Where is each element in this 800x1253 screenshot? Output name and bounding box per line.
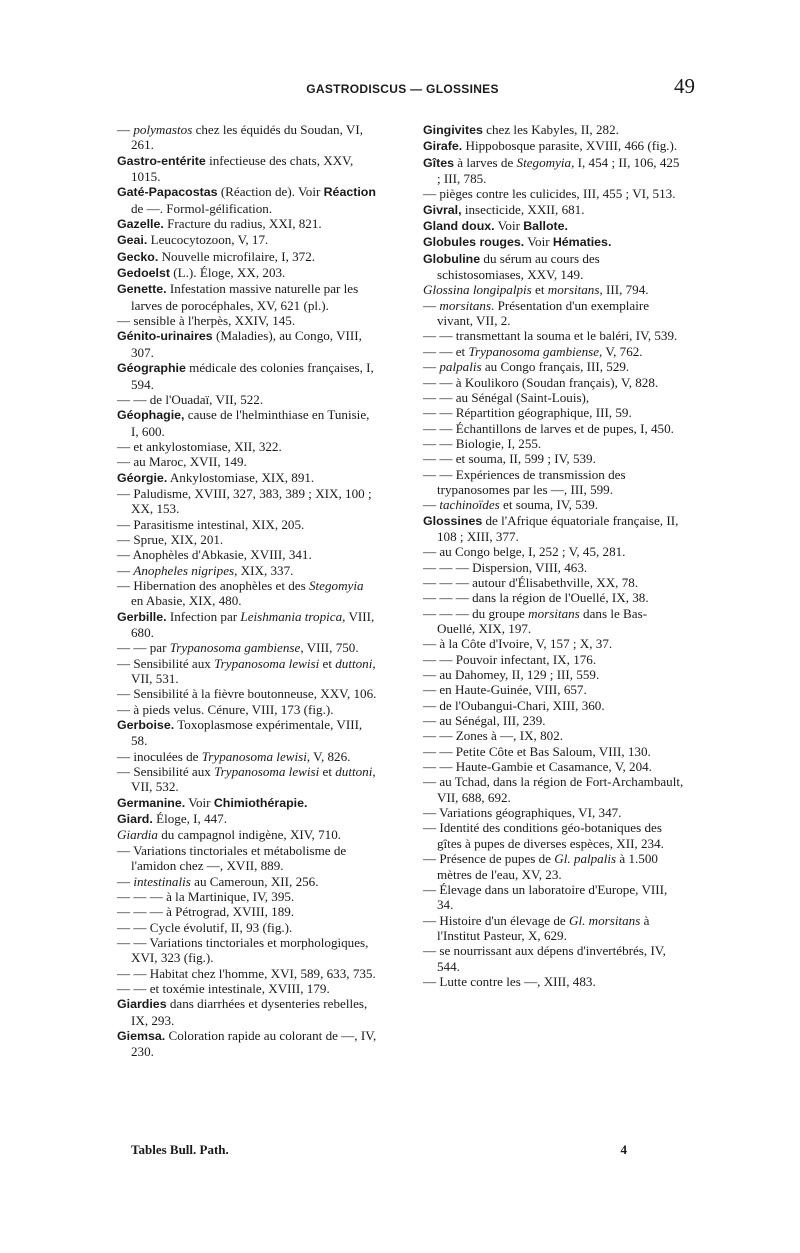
entry-text: — xyxy=(423,359,440,375)
index-entry xyxy=(117,717,379,749)
index-entry xyxy=(423,436,685,451)
index-entry xyxy=(117,328,379,360)
entry-text: — — et toxémie intestinale, XVIII, 179. xyxy=(117,980,330,996)
entry-italic-term: Trypanosoma gambiense xyxy=(169,640,301,656)
index-entry xyxy=(117,966,379,981)
entry-text: — — au Sénégal (Saint-Louis), xyxy=(423,389,590,405)
entry-text: — — Haute-Gambie et Casamance, V, 204. xyxy=(423,759,652,775)
running-head: GASTRODISCUS — GLOSSINES xyxy=(306,82,499,96)
entry-text: , VIII, 750. xyxy=(300,640,359,656)
index-entry xyxy=(423,698,685,713)
entry-italic-term: palpalis xyxy=(439,359,482,375)
index-entry xyxy=(117,874,379,889)
entry-headword: Gedoelst xyxy=(117,266,171,281)
index-entry xyxy=(117,749,379,764)
entry-italic-term: Trypanosoma lewisi xyxy=(201,748,307,764)
index-entry xyxy=(423,728,685,743)
entry-italic-term: Leishmania tropica xyxy=(240,608,343,624)
index-entry xyxy=(117,764,379,795)
entry-text: de l'Afrique équatoriale française, II, 108 ; XIII, 377. xyxy=(437,512,679,544)
index-entry xyxy=(117,184,379,216)
entry-text: — Histoire d'un élevage de xyxy=(423,912,569,928)
index-entry xyxy=(117,470,379,486)
entry-text: et souma, IV, 539. xyxy=(499,497,599,513)
entry-italic-term: morsitans xyxy=(439,297,492,313)
entry-headword: Giardies xyxy=(117,997,167,1012)
index-entry xyxy=(117,795,379,811)
index-entry xyxy=(117,1028,379,1060)
entry-text: au Congo français, III, 529. xyxy=(481,359,630,375)
entry-text: (Réaction de). Voir xyxy=(217,184,324,200)
entry-text: — Sprue, XIX, 201. xyxy=(117,531,224,547)
entry-text: chez les Kabyles, II, 282. xyxy=(482,122,619,137)
entry-text: dans diarrhées et dysenteries rebelles, IX, 293. xyxy=(131,996,368,1028)
index-entry xyxy=(117,281,379,313)
entry-text: — — Pouvoir infectant, IX, 176. xyxy=(423,651,597,667)
entry-text: Voir xyxy=(185,794,214,810)
index-entry xyxy=(423,805,685,820)
entry-italic-term: Gl. palpalis xyxy=(554,851,617,867)
entry-text: , I, 454 ; II, 106, 425 ; III, 785. xyxy=(437,154,680,187)
index-entry xyxy=(423,544,685,559)
index-entry xyxy=(423,682,685,697)
index-entry xyxy=(423,575,685,590)
index-entry xyxy=(423,774,685,805)
entry-headword: Girafe. xyxy=(423,139,463,154)
entry-headword: Gazelle. xyxy=(117,217,164,232)
entry-text: , XIX, 337. xyxy=(234,562,294,578)
index-entry xyxy=(117,935,379,966)
entry-text: — de l'Oubangui-Chari, XIII, 360. xyxy=(423,697,605,713)
index-entry xyxy=(423,138,685,154)
entry-text: — inoculées de xyxy=(117,748,202,764)
entry-italic-term: intestinalis xyxy=(133,873,191,889)
index-entry xyxy=(117,920,379,935)
entry-italic-term: Anopheles nigripes xyxy=(133,562,235,578)
index-entry xyxy=(423,359,685,374)
entry-text: — xyxy=(423,297,440,313)
entry-text: Infestation massive naturelle par les larves de porocéphales, XV, 621 (pl.). xyxy=(131,281,359,313)
entry-italic-term: Stegomyia xyxy=(516,154,572,170)
entry-headword: Chimiothérapie. xyxy=(213,795,308,810)
entry-text: et xyxy=(319,764,336,780)
entry-text: — Sensibilité aux xyxy=(117,655,215,671)
entry-italic-term: Giardia xyxy=(117,827,158,843)
index-entry xyxy=(423,186,685,201)
entry-italic-term: duttoni xyxy=(335,764,373,780)
entry-headword: Géophagie, xyxy=(117,408,185,423)
entry-text: Leucocytozoon, V, 17. xyxy=(147,232,269,248)
entry-text: , V, 826. xyxy=(306,748,351,764)
entry-text: et xyxy=(319,655,336,671)
entry-text: Coloration rapide au colorant de —, IV, 230. xyxy=(131,1027,377,1060)
entry-text: — — Échantillons de larves et de pupes, I, 450. xyxy=(423,420,674,436)
index-entry xyxy=(117,232,379,248)
entry-text: — xyxy=(117,562,134,578)
index-entry xyxy=(423,882,685,913)
index-entry xyxy=(423,375,685,390)
index-entry xyxy=(423,421,685,436)
index-entry xyxy=(117,578,379,609)
index-entry xyxy=(117,407,379,439)
index-entry xyxy=(423,390,685,405)
entry-text: du campagnol indigène, XIV, 710. xyxy=(157,827,342,843)
index-entry xyxy=(423,344,685,359)
entry-text: — Identité des conditions géo-botaniques des gîtes à pupes de diverses espèces, XII, 234. xyxy=(423,820,664,851)
index-entry xyxy=(423,974,685,989)
index-entry xyxy=(423,155,685,187)
index-entry xyxy=(117,609,379,641)
index-entry xyxy=(423,251,685,283)
entry-text: — — — à la Martinique, IV, 395. xyxy=(117,888,295,904)
entry-text: — — Expériences de transmission des trypanosomes par les —, III, 599. xyxy=(423,466,626,497)
entry-italic-term: Stegomyia xyxy=(309,577,364,593)
entry-headword: Gastro-entérite xyxy=(117,153,206,168)
entry-text: — pièges contre les culicides, III, 455 ; VI, 513. xyxy=(423,186,676,202)
page-header xyxy=(110,74,695,104)
entry-text: — — et souma, II, 599 ; IV, 539. xyxy=(423,451,596,467)
entry-headword: Gland doux. xyxy=(423,219,495,234)
entry-text: — xyxy=(117,122,134,137)
entry-text: Toxoplasmose expérimentale, VIII, 58. xyxy=(131,717,363,749)
entry-headword: Globules rouges. xyxy=(423,235,525,250)
entry-headword: Gaté-Papacostas xyxy=(117,185,218,200)
entry-italic-term: Trypanosoma gambiense xyxy=(468,343,600,359)
index-entry xyxy=(423,759,685,774)
index-entry xyxy=(423,744,685,759)
entry-text: infectieuse des chats, XXV, 1015. xyxy=(131,152,354,185)
index-entry xyxy=(423,234,685,250)
index-entry xyxy=(117,889,379,904)
entry-text: Ankylostomiase, XIX, 891. xyxy=(167,469,315,485)
entry-text: — — — Dispersion, VIII, 463. xyxy=(423,559,588,575)
index-entry xyxy=(117,547,379,562)
index-entry xyxy=(117,640,379,655)
entry-text: — à pieds velus. Cénure, VIII, 173 (fig.). xyxy=(117,701,334,717)
entry-headword: Gîtes xyxy=(423,155,454,170)
entry-text: (L.). Éloge, XX, 203. xyxy=(170,265,286,281)
index-entry xyxy=(423,451,685,466)
entry-headword: Gerbille. xyxy=(117,609,167,624)
entry-italic-term: Trypanosoma lewisi xyxy=(214,764,320,780)
index-entry xyxy=(117,532,379,547)
index-entry xyxy=(117,996,379,1028)
entry-text: du sérum au cours des schistosomiases, XXV, 149. xyxy=(437,250,600,283)
entry-italic-term: morsitans xyxy=(547,282,600,298)
entry-text: — — Cycle évolutif, II, 93 (fig.). xyxy=(117,919,293,935)
entry-italic-term: morsitans xyxy=(528,605,580,621)
entry-text: — — Variations tinctoriales et morphologiques, XVI, 323 (fig.). xyxy=(117,934,369,966)
entry-text: — Sensibilité aux xyxy=(117,764,215,780)
entry-text: au Cameroun, XII, 256. xyxy=(190,873,319,889)
index-entry xyxy=(423,590,685,605)
index-entry xyxy=(423,851,685,882)
entry-text: (Maladies), au Congo, VIII, 307. xyxy=(131,328,362,360)
entry-headword: Giard. xyxy=(117,812,153,827)
entry-text: — Anophèles d'Abkasie, XVIII, 341. xyxy=(117,547,312,563)
index-entry xyxy=(423,405,685,420)
entry-headword: Germanine. xyxy=(117,795,186,810)
index-entry xyxy=(423,667,685,682)
index-entry xyxy=(423,497,685,512)
index-entry xyxy=(117,439,379,454)
entry-headword: Giemsa. xyxy=(117,1028,166,1043)
right-column xyxy=(423,122,685,989)
entry-text: — — et xyxy=(423,343,469,359)
index-entry xyxy=(117,904,379,919)
entry-text: dans le Bas-Ouellé, XIX, 197. xyxy=(437,605,648,636)
entry-text: — — — dans la région de l'Ouellé, IX, 38. xyxy=(423,590,649,606)
index-entry xyxy=(423,298,685,329)
entry-headword: Genette. xyxy=(117,282,167,297)
entry-text: — sensible à l'herpès, XXIV, 145. xyxy=(117,313,296,329)
index-entry xyxy=(117,249,379,265)
entry-headword: Globuline xyxy=(423,251,481,266)
entry-text: — — transmettant la souma et le baléri, IV, 539. xyxy=(423,328,678,344)
entry-text: — xyxy=(117,873,134,889)
entry-text: , V, 762. xyxy=(599,343,643,359)
index-entry xyxy=(423,652,685,667)
index-entry xyxy=(423,560,685,575)
index-entry xyxy=(423,202,685,218)
index-entry xyxy=(117,313,379,328)
entry-italic-term: Gl. morsitans xyxy=(568,912,641,928)
entry-text: Voir xyxy=(524,234,553,250)
index-entry xyxy=(117,563,379,578)
entry-text: — — à Koulikoro (Soudan français), V, 828. xyxy=(423,374,659,390)
entry-headword: Ballote. xyxy=(523,219,568,234)
entry-text: — se nourrissant aux dépens d'invertébrés, IV, 544. xyxy=(423,943,666,974)
page-number: 49 xyxy=(674,74,695,98)
index-entry xyxy=(117,686,379,701)
entry-headword: Givral, xyxy=(423,202,462,217)
entry-headword: Géographie xyxy=(117,361,186,376)
entry-text: — Variations tinctoriales et métabolisme de l'amidon chez —, XVII, 889. xyxy=(117,842,347,874)
entry-italic-term: Glossina longipalpis xyxy=(423,282,532,298)
index-entry xyxy=(117,702,379,717)
index-entry xyxy=(117,981,379,996)
entry-headword: Hématies. xyxy=(552,235,612,250)
entry-text: — xyxy=(423,497,440,513)
entry-text: — Élevage dans un laboratoire d'Europe, VIII, 34. xyxy=(423,881,668,913)
index-entry xyxy=(117,392,379,407)
entry-text: — à la Côte d'Ivoire, V, 157 ; X, 37. xyxy=(423,636,613,652)
entry-text: médicale des colonies françaises, I, 594. xyxy=(131,360,374,392)
entry-text: — Hibernation des anophèles et des xyxy=(117,577,309,593)
entry-headword: Gingivites xyxy=(423,123,483,137)
entry-text: — — Zones à —, IX, 802. xyxy=(423,728,564,744)
entry-headword: Gerboise. xyxy=(117,718,175,733)
entry-text: Éloge, I, 447. xyxy=(152,811,227,827)
index-entry xyxy=(117,454,379,469)
entry-text: — Paludisme, XVIII, 327, 383, 389 ; XIX, 100 ; XX, 153. xyxy=(117,485,372,517)
entry-headword: Geai. xyxy=(117,233,148,248)
index-entry xyxy=(423,943,685,974)
index-entry xyxy=(117,360,379,392)
index-entry xyxy=(117,265,379,281)
entry-text: — au Maroc, XVII, 149. xyxy=(117,454,247,470)
entry-text: , VIII, 680. xyxy=(131,608,375,640)
entry-text: en Abasie, XIX, 480. xyxy=(131,593,242,609)
entry-headword: Gecko. xyxy=(117,249,159,264)
entry-headword: Génito-urinaires xyxy=(117,329,213,344)
index-entry xyxy=(117,486,379,517)
index-entry xyxy=(423,713,685,728)
index-entry xyxy=(117,122,379,153)
index-entry xyxy=(423,467,685,498)
entry-text: . Présentation d'un exemplaire vivant, VII, 2. xyxy=(437,297,650,329)
entry-text: insecticide, XXII, 681. xyxy=(461,201,585,217)
entry-text: — au Congo belge, I, 252 ; V, 45, 281. xyxy=(423,544,626,560)
entry-text: à 1.500 mètres de l'eau, XV, 23. xyxy=(437,851,658,882)
index-entry xyxy=(423,913,685,944)
index-entry xyxy=(117,517,379,532)
entry-headword: Glossines xyxy=(423,513,483,528)
entry-text: — — Habitat chez l'homme, XVI, 589, 633, 735. xyxy=(117,965,376,981)
entry-text: — — Petite Côte et Bas Saloum, VIII, 130. xyxy=(423,743,651,759)
entry-text: chez les équidés du Soudan, VI, 261. xyxy=(131,122,363,153)
entry-text: , III, 794. xyxy=(599,282,649,298)
index-entry xyxy=(423,820,685,851)
entry-text: — Lutte contre les —, XIII, 483. xyxy=(423,973,596,989)
entry-text: Infection par xyxy=(166,608,241,624)
index-entry xyxy=(117,153,379,185)
entry-italic-term: tachinoïdes xyxy=(439,497,500,513)
signature-number: 4 xyxy=(620,1142,627,1157)
entry-text: — en Haute-Guinée, VIII, 657. xyxy=(423,682,587,698)
entry-text: — — — autour d'Élisabethville, XX, 78. xyxy=(423,574,639,590)
entry-text: Nouvelle microfilaire, I, 372. xyxy=(158,248,316,264)
entry-headword: Réaction xyxy=(323,185,376,200)
entry-text: — — Répartition géographique, III, 59. xyxy=(423,405,632,421)
index-entry xyxy=(117,216,379,232)
entry-text: — Présence de pupes de xyxy=(423,851,555,867)
entry-text: , VII, 532. xyxy=(131,764,376,795)
entry-text: de —. Formol-gélification. xyxy=(131,200,273,216)
entry-text: — au Dahomey, II, 129 ; III, 559. xyxy=(423,667,600,683)
index-entry xyxy=(423,282,685,297)
entry-headword: Géorgie. xyxy=(117,470,168,485)
entry-text: Hippobosque parasite, XVIII, 466 (fig.). xyxy=(462,138,678,154)
entry-text: et xyxy=(531,282,548,298)
entry-text: — au Sénégal, III, 239. xyxy=(423,713,546,729)
entry-text: — Sensibilité à la fièvre boutonneuse, XXV, 106. xyxy=(117,686,377,702)
entry-text: Voir xyxy=(494,218,524,234)
index-entry xyxy=(117,811,379,827)
entry-text: — et ankylostomiase, XII, 322. xyxy=(117,438,282,454)
index-entry xyxy=(117,656,379,687)
entry-text: — — — à Pétrograd, XVIII, 189. xyxy=(117,904,295,920)
entry-text: , VII, 531. xyxy=(131,655,376,687)
index-entry xyxy=(423,606,685,637)
index-entry xyxy=(423,218,685,234)
entry-text: — — — du groupe xyxy=(423,605,529,621)
index-entry xyxy=(423,636,685,651)
signature-mark: Tables Bull. Path. xyxy=(131,1142,229,1157)
left-column xyxy=(117,122,379,1060)
entry-text: — au Tchad, dans la région de Fort-Archambault, VII, 688, 692. xyxy=(423,774,684,805)
entry-text: cause de l'helminthiase en Tunisie, I, 600. xyxy=(131,407,370,439)
entry-text: — — par xyxy=(117,640,170,656)
index-entry xyxy=(117,843,379,874)
index-entry xyxy=(423,513,685,545)
entry-text: — Variations géographiques, VI, 347. xyxy=(423,805,622,821)
entry-italic-term: Trypanosoma lewisi xyxy=(214,655,320,671)
entry-text: à larves de xyxy=(454,154,517,170)
index-entry xyxy=(423,122,685,138)
entry-text: à l'Institut Pasteur, X, 629. xyxy=(437,912,650,943)
entry-italic-term: polymastos xyxy=(133,122,193,137)
entry-text: Fracture du radius, XXI, 821. xyxy=(163,216,322,232)
entry-text: — Parasitisme intestinal, XIX, 205. xyxy=(117,516,305,532)
entry-text: — — de l'Ouadaï, VII, 522. xyxy=(117,391,264,407)
entry-text: — — Biologie, I, 255. xyxy=(423,435,542,451)
index-entry xyxy=(117,827,379,842)
index-entry xyxy=(423,328,685,343)
entry-italic-term: duttoni xyxy=(335,655,373,671)
